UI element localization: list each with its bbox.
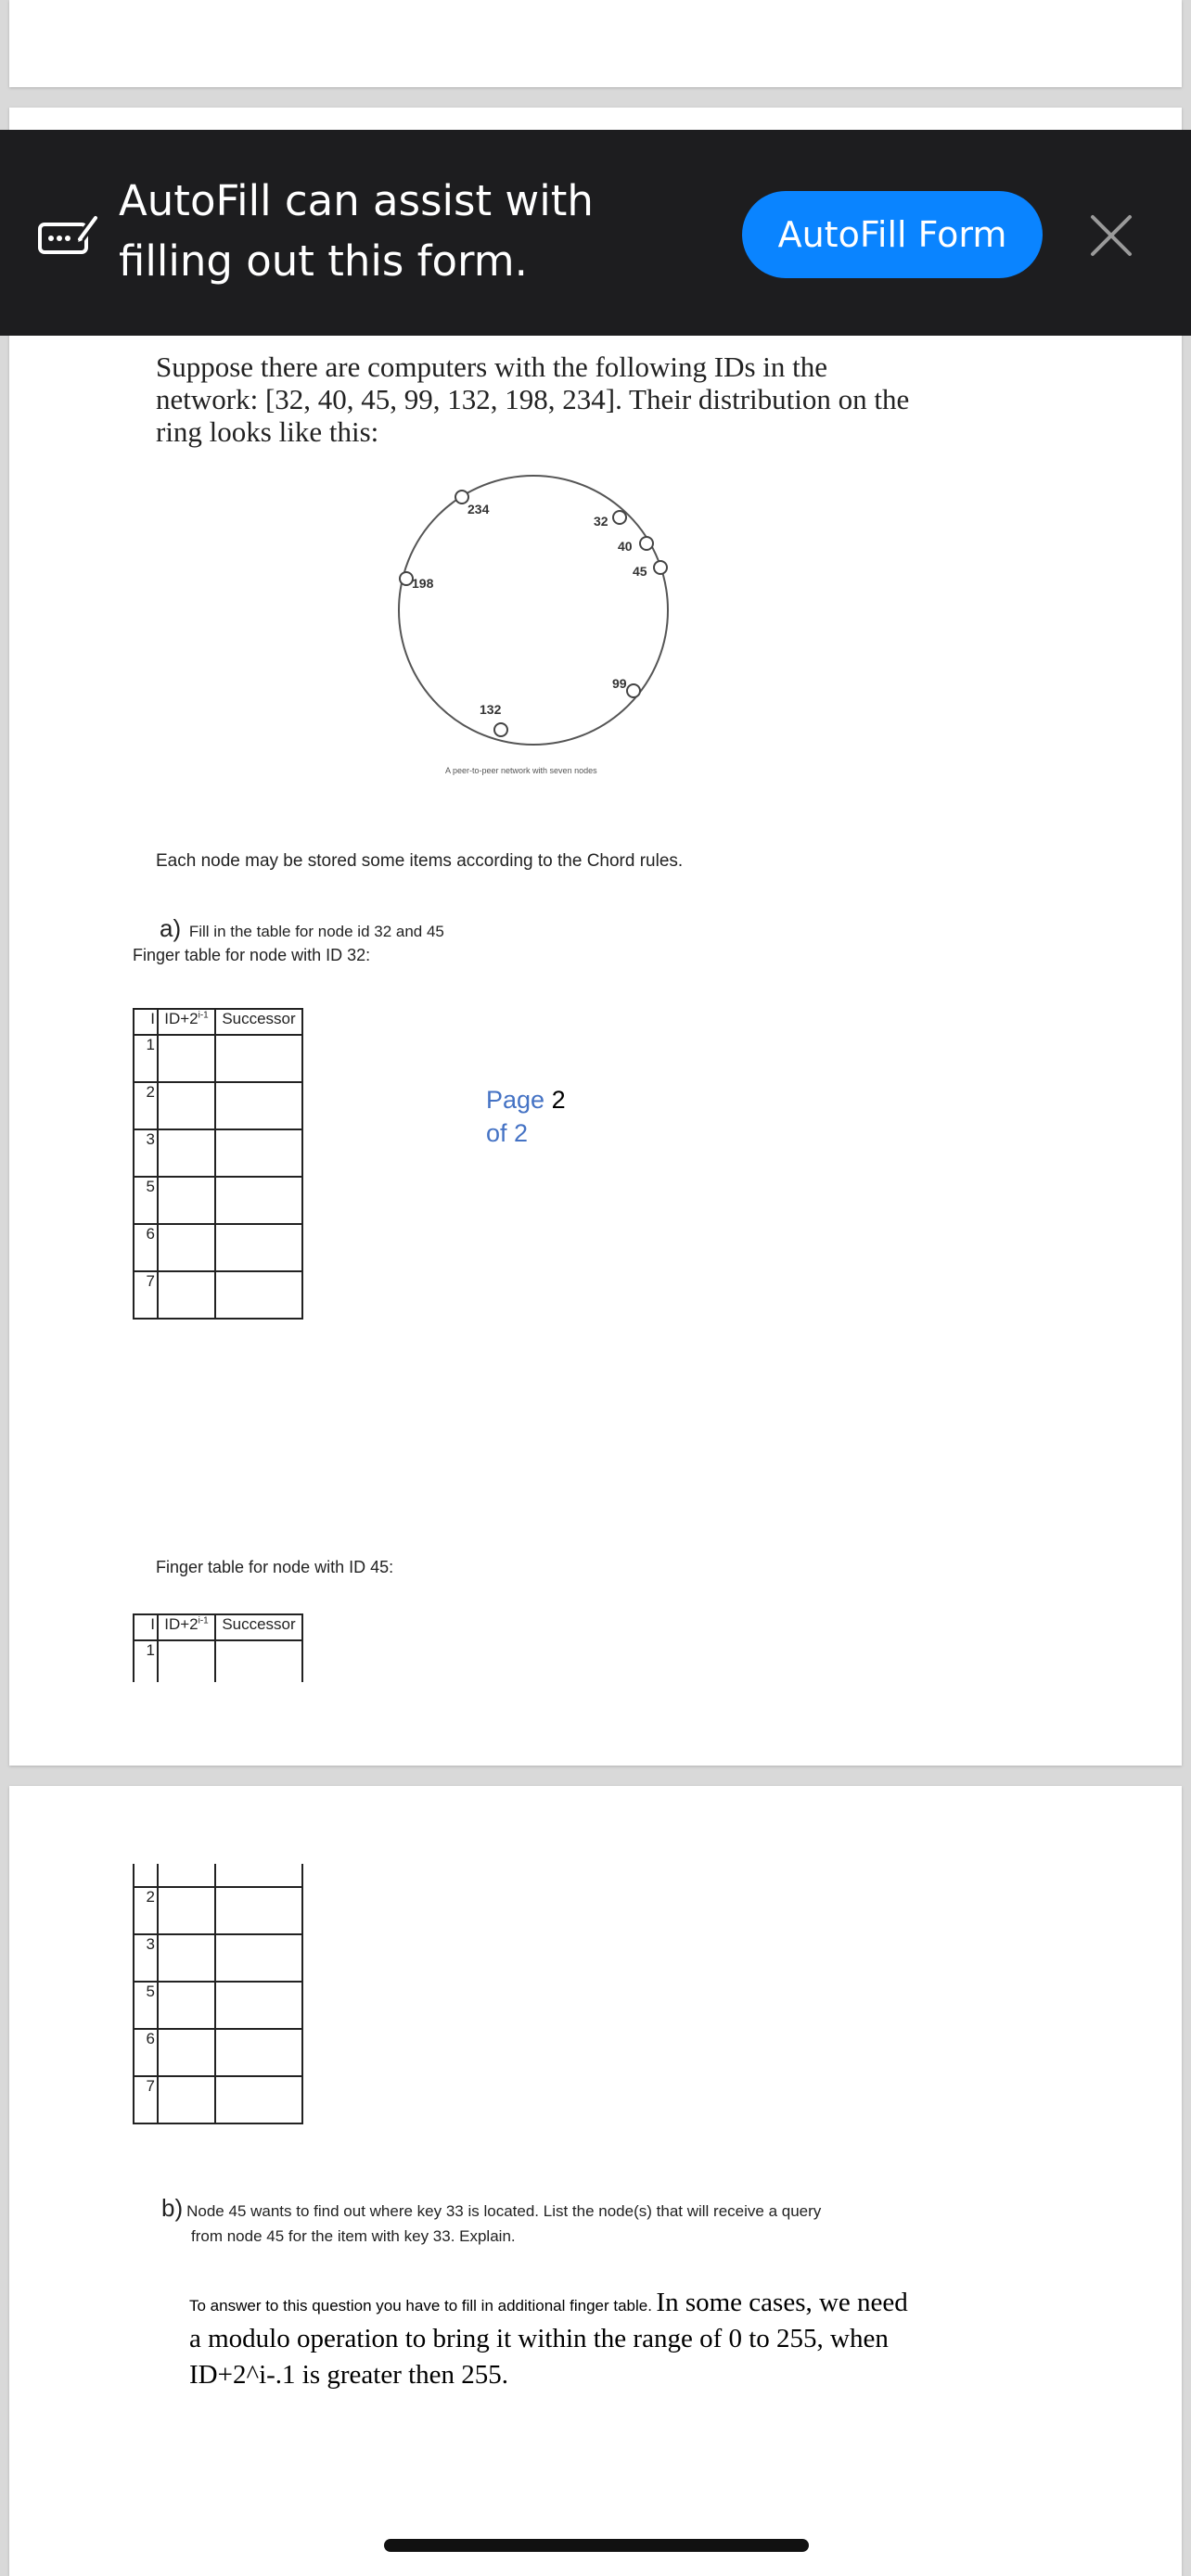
row-index: 3 bbox=[134, 1129, 158, 1177]
id-cell[interactable] bbox=[158, 1982, 215, 2029]
answer-note-small: To answer to this question you have to fill in additional finger table. bbox=[189, 2297, 652, 2315]
chord-note: Each node may be stored some items according to the Chord rules. bbox=[156, 851, 684, 871]
home-indicator[interactable] bbox=[384, 2539, 809, 2552]
row-index: 7 bbox=[134, 1271, 158, 1319]
part-a-question bbox=[160, 914, 444, 943]
id-cell[interactable] bbox=[158, 1887, 215, 1934]
node-label-40: 40 bbox=[618, 539, 633, 554]
answer-note bbox=[189, 2287, 922, 2395]
ring-circle bbox=[399, 476, 668, 745]
table-row bbox=[134, 2076, 302, 2123]
id-cell[interactable] bbox=[158, 2029, 215, 2076]
id-cell[interactable] bbox=[158, 1177, 215, 1224]
id-cell[interactable] bbox=[158, 1640, 215, 1682]
node-label-45: 45 bbox=[633, 564, 647, 579]
header-id: $ID+2^{i-1}$ bbox=[158, 1009, 215, 1035]
node-label-32: 32 bbox=[594, 514, 608, 529]
id-cell[interactable] bbox=[158, 2076, 215, 2123]
node-label-99: 99 bbox=[612, 676, 627, 691]
row-index: 2 bbox=[134, 1887, 158, 1934]
table-row bbox=[134, 2029, 302, 2076]
row-index: 6 bbox=[134, 2029, 158, 2076]
id-cell[interactable] bbox=[158, 1934, 215, 1982]
part-a-text: Fill in the table for node id 32 and 45 bbox=[188, 923, 444, 940]
row-index: 5 bbox=[134, 1982, 158, 2029]
table-row bbox=[134, 1035, 302, 1082]
finger-table-45-caption: Finger table for node with ID 45: bbox=[156, 1558, 394, 1576]
node-label-234: 234 bbox=[467, 502, 490, 516]
header-id: $ID+2^{i-1}$ bbox=[158, 1614, 215, 1640]
successor-cell[interactable] bbox=[215, 1177, 302, 1224]
finger-table-32 bbox=[133, 1008, 303, 1320]
successor-cell[interactable] bbox=[215, 2029, 302, 2076]
chord-ring-diagram bbox=[380, 464, 686, 751]
finger-table-45 bbox=[133, 1613, 303, 1682]
row-index: 5 bbox=[134, 1177, 158, 1224]
page-indicator: Page 2 of 2 bbox=[486, 1086, 566, 1147]
table-row bbox=[134, 1640, 302, 1682]
row-index: 6 bbox=[134, 1224, 158, 1271]
header-successor: Successor bbox=[215, 1009, 302, 1035]
row-index: 7 bbox=[134, 2076, 158, 2123]
ring-caption: A peer-to-peer network with seven nodes bbox=[445, 766, 597, 775]
id-cell[interactable] bbox=[158, 1224, 215, 1271]
header-i: I bbox=[134, 1009, 158, 1035]
part-b-line1: Node 45 wants to find out where key 33 is located. List the node(s) that will receive a query bbox=[186, 2202, 822, 2220]
successor-cell[interactable] bbox=[215, 1129, 302, 1177]
part-b-letter: b) bbox=[161, 2194, 184, 2222]
successor-cell[interactable] bbox=[215, 1887, 302, 1934]
id-cell[interactable] bbox=[158, 1271, 215, 1319]
form-autofill-icon bbox=[37, 211, 100, 258]
table-row bbox=[134, 1177, 302, 1224]
node-234 bbox=[455, 491, 468, 504]
node-label-198: 198 bbox=[412, 576, 434, 591]
intro-paragraph: Suppose there are computers with the following IDs in the network: [32, 40, 45, 99, 132, 198, 234]. Their distribution on the ring looks like this: bbox=[156, 351, 910, 448]
successor-cell[interactable] bbox=[215, 1640, 302, 1682]
header-i: I bbox=[134, 1614, 158, 1640]
table-row bbox=[134, 1271, 302, 1319]
successor-cell[interactable] bbox=[215, 2076, 302, 2123]
node-99 bbox=[627, 684, 640, 697]
finger-table-32-caption: Finger table for node with ID 32: bbox=[133, 946, 371, 964]
table-row bbox=[134, 1934, 302, 1982]
finger-table-45-continued bbox=[133, 1864, 303, 2124]
answer-note-large: In some cases, we need a modulo operation to bring it within the range of 0 to 255, when ID+2^i-.1 is greater then 255. bbox=[189, 2288, 908, 2390]
table-row bbox=[134, 1887, 302, 1934]
node-198 bbox=[400, 572, 413, 585]
id-cell[interactable] bbox=[158, 1035, 215, 1082]
part-b-line2: from node 45 for the item with key 33. Explain. bbox=[191, 2227, 516, 2245]
successor-cell[interactable] bbox=[215, 1082, 302, 1129]
successor-cell[interactable] bbox=[215, 1035, 302, 1082]
table-row bbox=[134, 1982, 302, 2029]
part-a-letter: a) bbox=[160, 914, 182, 942]
node-32 bbox=[613, 511, 626, 524]
id-cell[interactable] bbox=[158, 1082, 215, 1129]
autofill-banner bbox=[0, 130, 1191, 336]
id-cell[interactable] bbox=[158, 1129, 215, 1177]
row-index: 3 bbox=[134, 1934, 158, 1982]
close-icon[interactable] bbox=[1085, 210, 1137, 261]
successor-cell[interactable] bbox=[215, 1271, 302, 1319]
autofill-message: AutoFill can assist with filling out this form. bbox=[119, 176, 594, 286]
successor-cell[interactable] bbox=[215, 1982, 302, 2029]
node-40 bbox=[640, 537, 653, 550]
table-row bbox=[134, 1224, 302, 1271]
table-row bbox=[134, 1082, 302, 1129]
row-index: 1 bbox=[134, 1640, 158, 1682]
part-b-question bbox=[161, 2196, 913, 2249]
previous-page bbox=[9, 0, 1182, 87]
row-index: 1 bbox=[134, 1035, 158, 1082]
successor-cell[interactable] bbox=[215, 1224, 302, 1271]
autofill-form-button[interactable]: AutoFill Form bbox=[742, 191, 1043, 278]
header-successor: Successor bbox=[215, 1614, 302, 1640]
row-index: 2 bbox=[134, 1082, 158, 1129]
node-132 bbox=[494, 723, 507, 736]
node-45 bbox=[654, 561, 667, 574]
node-label-132: 132 bbox=[480, 702, 502, 717]
successor-cell[interactable] bbox=[215, 1934, 302, 1982]
table-row bbox=[134, 1129, 302, 1177]
